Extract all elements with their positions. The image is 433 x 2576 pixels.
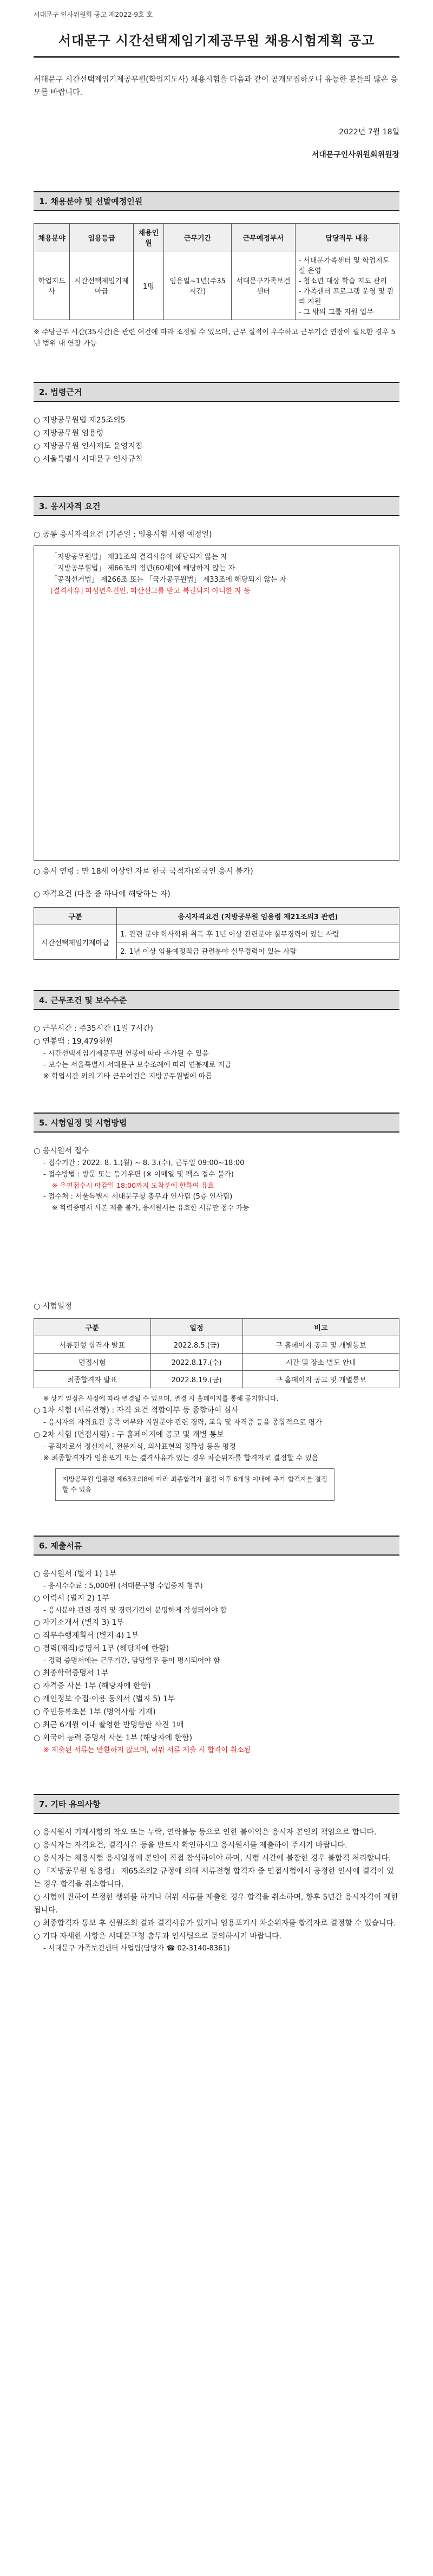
list-item: - 응시분야 관련 경력 및 경력기간이 분명하게 작성되어야 함 — [43, 1606, 227, 1615]
table-header-cell: 근무예정부서 — [232, 224, 295, 251]
table-cell: 2. 1년 이상 임용예정직급 관련분야 실무경력이 있는 사람 — [117, 942, 399, 960]
table-header-cell: 구분 — [34, 1319, 151, 1336]
list-item: - 접수처 : 서울특별시 서대문구청 총무과 인사팀 (5층 인사팀) — [43, 1193, 233, 1201]
list-item: ○ 기타 자세한 사항은 서대문구청 총무과 인사팀으로 문의하시기 바랍니다. — [34, 1932, 281, 1941]
list-item: ○ 연봉액 : 19,479천원 — [34, 1037, 113, 1046]
table-header-cell: 근무기간 — [163, 224, 231, 251]
list-item: ○ 경력(재직)증명서 1부 (해당자에 한함) — [34, 1644, 169, 1653]
list-item: - 공직자로서 정신자세, 전문지식, 의사표현의 정확성 등을 평정 — [43, 1443, 236, 1451]
issuing-organization: 서대문구인사위원회위원장 — [311, 151, 399, 159]
list-item: ○ 지방공무원법 제25조의5 — [34, 416, 126, 425]
intro-paragraph: 서대문구 시간선택제임기제공무원(학업지도사) 채용시험을 다음과 같이 공개모집하오니 유능한 분들의 많은 응모를 바랍니다. — [34, 75, 398, 97]
cell-field: 학업지도사 — [34, 251, 70, 320]
list-item: 「지방공무원법」 제31조의 결격사유에 해당되지 않는 자 — [50, 553, 227, 561]
list-item: - 접수기간 : 2022. 8. 1.(월) ~ 8. 3.(수), 근무일 09:00~18:00 — [43, 1159, 245, 1167]
list-item: ○ 외국어 능력 증명서 사본 1부 (해당자에 한함) — [34, 1734, 193, 1742]
list-item: ○ 응시자는 채용시험 응시일정에 본인이 직접 참석하여야 하며, 시험 시간에 불참한 경우 불합격 처리합니다. — [34, 1854, 391, 1863]
list-item: ※ 우편접수시 마감일 18:00까지 도착분에 한하여 유효 — [52, 1181, 214, 1189]
page-title: 서대문구 시간선택제임기제공무원 채용시험계획 공고 — [58, 33, 375, 48]
list-item: ○ 개인정보 수집·이용 동의서 (별지 5) 1부 — [34, 1695, 175, 1703]
career-table — [34, 907, 399, 960]
list-item: - 응시수수료 : 5,000원 (서대문구청 수입증지 첨부) — [43, 1582, 203, 1590]
section-heading-exam-schedule: 5. 시험일정 및 시험방법 — [34, 1113, 399, 1133]
list-item: ※ 학업시간 외의 기타 근무여건은 지방공무원법에 따름 — [43, 1072, 212, 1081]
notice-date: 2022년 7월 18일 — [339, 128, 399, 136]
table-cell: 면접시험 — [34, 1354, 151, 1371]
duty-line: - 청소년 대상 학습 지도 관리 — [298, 277, 388, 285]
cell-duties — [295, 251, 399, 320]
list-item: - 시간선택제임기제공무원 연봉에 따라 추가될 수 있음 — [43, 1050, 209, 1058]
table-header-cell: 채용분야 — [34, 224, 70, 251]
table-header-cell: 구분 — [34, 908, 117, 925]
list-item: 「공직선거법」 제266조 또는 「국가공무원법」 제33조에 해당되지 않는 자 — [50, 576, 287, 584]
recruitment-table — [34, 223, 399, 320]
table-header-cell: 채용인원 — [133, 224, 163, 251]
list-item: ○ 2차 시험 (면접시험) : 구 홈페이지에 공고 및 개별 통보 — [34, 1430, 224, 1439]
table-header-row — [34, 1319, 399, 1336]
table-cell: 서류전형 합격자 발표 — [34, 1336, 151, 1354]
duty-line: - 서대문가족센터 및 학업지도실 운영 — [298, 257, 390, 275]
section-heading-recruitment: 1. 채용분야 및 선발예정인원 — [34, 191, 399, 211]
table-row — [34, 1336, 399, 1354]
list-item: ※ 제출된 서류는 반환하지 않으며, 허위 서류 제출 시 합격이 취소됨 — [43, 1746, 251, 1754]
table-cell: 구 홈페이지 공고 및 개별통보 — [242, 1336, 399, 1354]
list-item: ○ 주민등록초본 1부 (병역사항 기재) — [34, 1708, 156, 1716]
section-heading-working-conditions: 4. 근무조건 및 보수수준 — [34, 990, 399, 1010]
list-item: 「지방공무원법」 제66조의 정년(60세)에 해당하지 않는 자 — [50, 564, 235, 573]
list-item: ○ 지방공무원 인사제도 운영지침 — [34, 442, 143, 451]
list-item: ○ 최종학력증명서 1부 — [34, 1669, 109, 1677]
list-item: ○ 공통 응시자격요건 (기준일 : 임용시험 시행 예정일) — [34, 530, 212, 539]
list-item: ○ 서울특별시 서대문구 인사규칙 — [34, 455, 143, 464]
list-item: ○ 응시자는 자격요건, 결격사유 등을 반드시 확인하시고 응시원서를 제출하여 주시기 바랍니다. — [34, 1841, 347, 1850]
qualification-box — [34, 545, 399, 861]
table-cell: 2022.8.5.(금) — [150, 1336, 242, 1354]
table-header-cell: 임용등급 — [70, 224, 133, 251]
table-cell: 최종합격자 발표 — [34, 1371, 151, 1388]
section-heading-qualifications: 3. 응시자격 요건 — [34, 496, 399, 516]
nationality-line: ○ 응시 연령 : 만 18세 이상인 자로 한국 국적자(외국인 응시 불가) — [34, 867, 253, 876]
list-item: ○ 시험에 관하여 부정한 행위를 하거나 허위 서류를 제출한 경우 합격을 취소하며, 향후 5년간 응시자격이 제한됩니다. — [34, 1893, 398, 1915]
duty-line: - 가족센터 프로그램 운영 및 관리 지원 — [298, 288, 394, 306]
list-item: - 접수방법 : 방문 또는 등기우편 (※ 이메일 및 팩스 접수 불가) — [43, 1170, 234, 1179]
list-item: ○ 자기소개서 (별지 3) 1부 — [34, 1618, 124, 1627]
list-item: ○ 지방공무원 임용령 — [34, 429, 104, 438]
schedule-intro: ○ 시험일정 — [34, 1302, 72, 1311]
table-row — [34, 1354, 399, 1371]
list-item: ○ 「지방공무원 임용령」 제65조의2 규정에 의해 서류전형 합격자 중 면접시험에서 공정한 인사에 결격이 있는 경우 합격을 취소합니다. — [34, 1867, 394, 1889]
notice-number: 서대문구 인사위원회 공고 제2022-9호 호 — [34, 11, 153, 18]
list-item: [결격사유] 피성년후견인, 파산선고를 받고 복권되지 아니한 자 등 — [50, 587, 251, 595]
list-item: ○ 응시원서 기재사항의 착오 또는 누락, 연락불능 등으로 인한 불이익은 응시자 본인의 책임으로 합니다. — [34, 1828, 377, 1837]
list-item: ○ 이력서 (별지 2) 1부 — [34, 1594, 109, 1603]
list-item: ○ 자격증 사본 1부 (해당자에 한함) — [34, 1682, 151, 1690]
list-item: ○ 응시원서 (별지 1) 1부 — [34, 1570, 117, 1578]
cell-period: 임용일~1년(주35시간) — [163, 251, 231, 320]
table-header-cell: 담당직무 내용 — [295, 224, 399, 251]
table-row — [34, 1371, 399, 1388]
list-item: ○ 최종합격자 통보 후 신원조회 결과 결격사유가 있거나 임용포기시 차순위자를 합격자로 결정할 수 있습니다. — [34, 1919, 396, 1928]
section-heading-other-notes: 7. 기타 유의사항 — [34, 1794, 399, 1814]
recruitment-note: ※ 주당근무 시간(35시간)은 관련 여건에 따라 조정될 수 있으며, 근무 실적이 우수하고 근무기간 연장이 필요한 경우 5년 범위 내 연장 가능 — [34, 328, 396, 348]
section-heading-legal-basis: 2. 법령근거 — [34, 382, 399, 402]
career-intro: ○ 자격요건 (다음 중 하나에 해당하는 자) — [34, 890, 170, 899]
table-cell: 2022.8.19.(금) — [150, 1371, 242, 1388]
table-cell: 1. 관련 분야 학사학위 취득 후 1년 이상 관련분야 실무경력이 있는 사람 — [117, 925, 399, 942]
list-item: - 응시자의 자격요건 충족 여부와 지원분야 관련 경력, 교육 및 자격증 등을 종합적으로 평가 — [43, 1419, 322, 1427]
table-header-cell: 응시자격요건 (지방공무원 임용령 제21조의3 관련) — [117, 908, 399, 925]
list-item: ○ 근무시간 : 주35시간 (1일 7시간) — [34, 1024, 153, 1033]
list-item: ○ 1차 시험 (서류전형) : 자격 요건 적합여부 등 종합하여 심사 — [34, 1406, 239, 1415]
table-row — [34, 925, 399, 942]
table-cell: 시간 및 장소 별도 안내 — [242, 1354, 399, 1371]
contact-line: - 서대문구 가족보건센터 사업팀(담당자 ☎ 02-3140-8361) — [43, 1944, 230, 1953]
table-header-cell: 일정 — [150, 1319, 242, 1336]
list-item: - 경력 증명서에는 근무기간, 담당업무 등이 명시되어야 함 — [43, 1657, 220, 1665]
list-item: ※ 최종합격자가 임용포기 또는 결격사유가 있는 경우 차순위자를 합격자로 결정할 수 있음 — [43, 1454, 319, 1462]
additional-pass-box: 지방공무원 임용령 제63조의8에 따라 최종합격자 결정 이후 6개월 이내에 추가 합격자를 결정할 수 있음 — [55, 1468, 334, 1501]
list-item: ○ 직무수행계획서 (별지 4) 1부 — [34, 1631, 139, 1640]
list-item: - 보수는 서울특별시 서대문구 보수조례에 따라 연봉제로 지급 — [43, 1061, 232, 1069]
list-item: ○ 최근 6개월 이내 촬영한 반명함판 사진 1매 — [34, 1721, 184, 1729]
table-cell: 시간선택제임기제마급 — [34, 925, 117, 960]
table-header-cell: 비고 — [242, 1319, 399, 1336]
list-item: ○ 응시원서 접수 — [34, 1147, 89, 1155]
table-cell: 2022.8.17.(수) — [150, 1354, 242, 1371]
duty-line: - 그 밖의 그룹 지원 업무 — [298, 308, 373, 316]
section-heading-documents: 6. 제출서류 — [34, 1536, 399, 1556]
table-header-row — [34, 224, 399, 251]
cell-dept: 서대문구가족보건센터 — [232, 251, 295, 320]
table-header-row — [34, 908, 399, 925]
schedule-table — [34, 1318, 399, 1388]
list-item: ※ 학력증명서 사본 제출 불가, 응시원서는 유효한 서류만 접수 가능 — [52, 1204, 250, 1212]
list-item: ※ 상기 일정은 사정에 따라 변경될 수 있으며, 변경 시 홈페이지를 통해 공지합니다. — [43, 1395, 279, 1402]
table-cell: 구 홈페이지 공고 및 개별통보 — [242, 1371, 399, 1388]
cell-grade: 시간선택제임기제마급 — [70, 251, 133, 320]
title-divider — [34, 56, 399, 58]
table-row — [34, 251, 399, 320]
cell-count: 1명 — [133, 251, 163, 320]
